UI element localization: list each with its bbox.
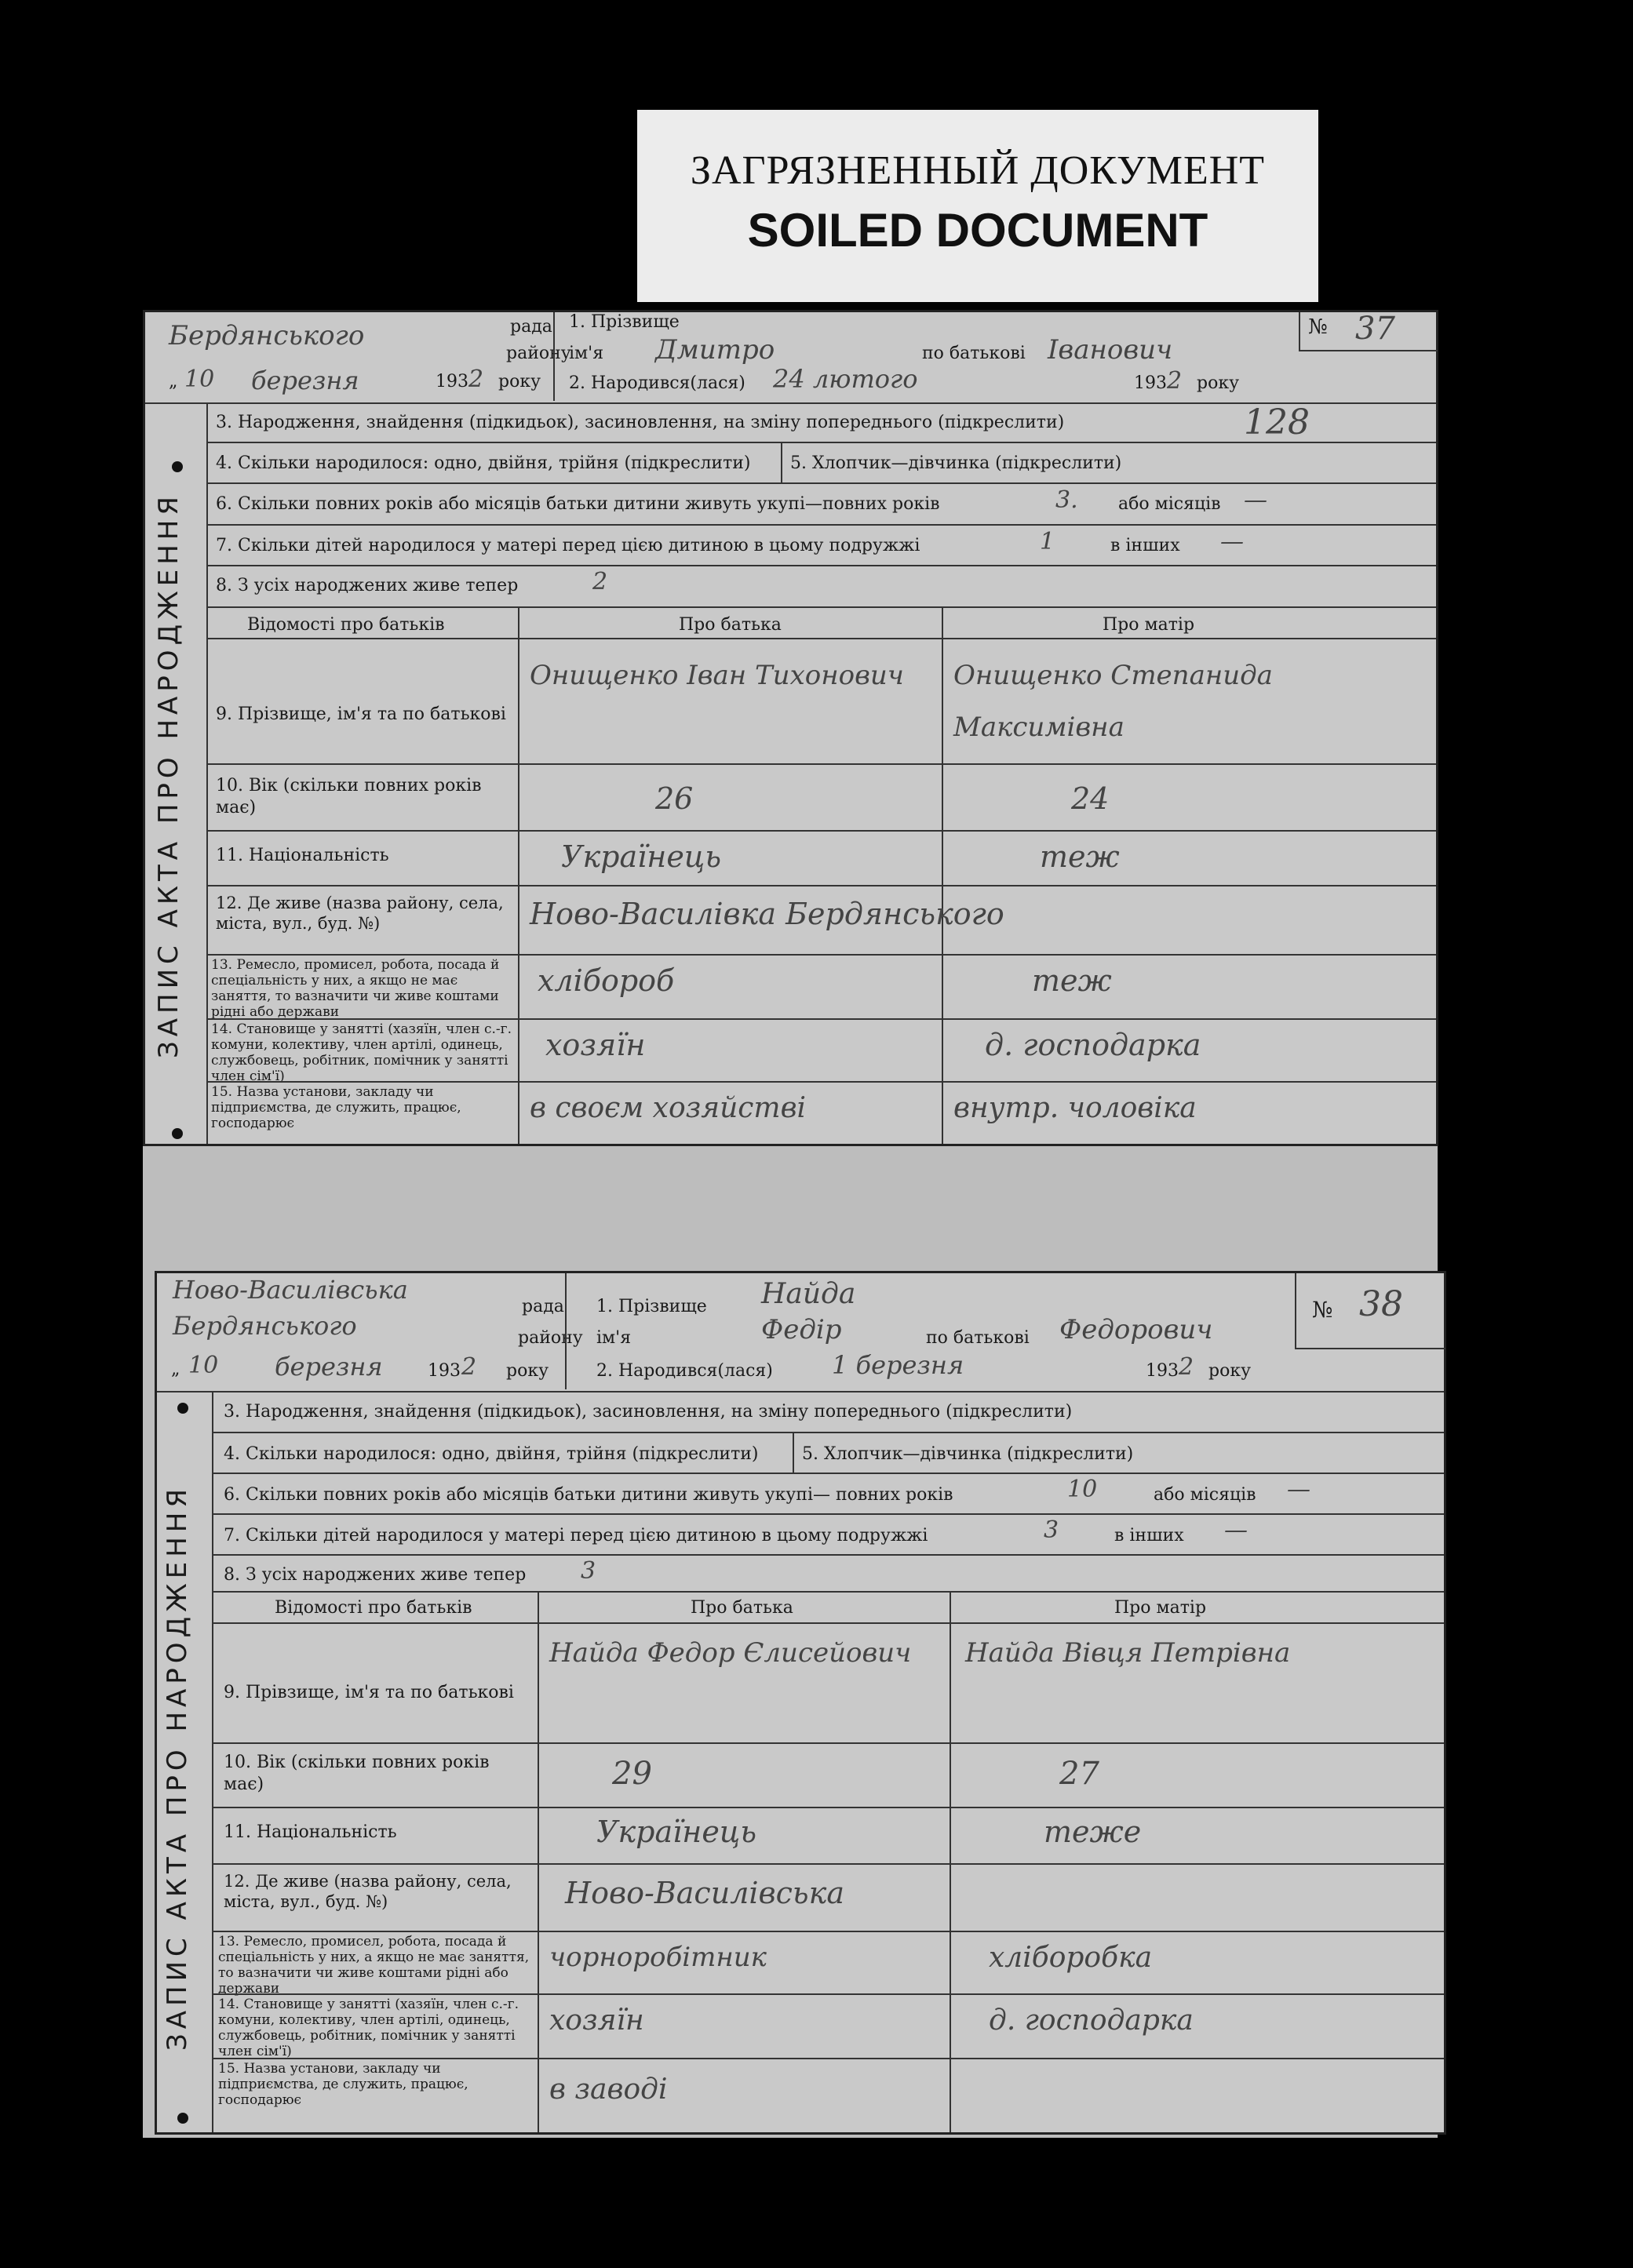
q6-text: 6. Скільки повних років або місяців батьки дитини живуть укупі— повних років [224, 1485, 953, 1505]
q7-value: 3 [1044, 1516, 1059, 1544]
born-year-label: року [1197, 373, 1240, 393]
q6-months-label: або місяців [1118, 494, 1221, 514]
q6-months: — [1287, 1476, 1310, 1503]
row13-label: 13. Ремесло, промисел, робота, посада й спеціальність у них, а якщо не має заняття, то вазначити чи живе коштами рідні або держави [218, 1934, 530, 1997]
date-year-prefix: 193 [428, 1361, 461, 1381]
q8-text: 8. З усіх народжених живе тепер [224, 1565, 527, 1585]
row9-mother: Онищенко Степанида Максимівна [953, 660, 1273, 743]
q6-months-label: або місяців [1154, 1485, 1256, 1505]
row12-father: Ново-Василівська [565, 1876, 844, 1910]
th-info: Відомості про батьків [275, 1598, 472, 1618]
date-year-suffix: 2 [468, 366, 484, 393]
label-english: SOILED DOCUMENT [747, 204, 1208, 257]
row9-label: 9. Прізвище, ім'я та по батькові [216, 704, 506, 724]
row10-mother: 24 [1071, 781, 1110, 816]
date-year-label: року [498, 372, 541, 391]
rada-label: рада [510, 317, 552, 337]
document-page [143, 310, 1438, 2138]
row11-mother: теж [1040, 839, 1120, 874]
row12-label: 12. Де живе (назва району, села, міста, вул., буд. №) [224, 1872, 512, 1911]
th-info: Відомості про батьків [247, 615, 445, 635]
rada-value: Бердянського [169, 320, 365, 351]
date-day: 10 [184, 366, 215, 393]
row12-label: 12. Де живе (назва району, села, міста, вул., буд. №) [216, 894, 504, 933]
born-year-suffix: 2 [1167, 367, 1183, 395]
first-name-value: Дмитро [655, 334, 775, 366]
date-year-prefix: 193 [436, 372, 468, 391]
patronymic-label: по батькові [926, 1328, 1030, 1348]
row9-label: 9. Прівзище, ім'я та по батькові [224, 1683, 514, 1702]
record-number-box [1299, 312, 1438, 351]
number-label: № [1312, 1297, 1333, 1323]
row14-label: 14. Становище у занятті (хазяїн, член с.-г. комуни, колективу, член артілі, одинець, службовець, робітник, помічник у занятті член сім'ї) [211, 1021, 512, 1084]
rada-label: рада [522, 1297, 564, 1316]
q1-surname-label: 1. Прізвище [569, 312, 680, 332]
date-day: 10 [188, 1352, 219, 1379]
q1-surname-label: 1. Прізвище [596, 1297, 707, 1316]
row15-mother: внутр. чоловіка [953, 1092, 1197, 1124]
th-father: Про батька [691, 1598, 793, 1618]
row14-label: 14. Становище у занятті (хазяїн, член с.-г. комуни, колективу, член артілі, одинець, службовець, робітник, помічник у занятті член сім'ї) [218, 1997, 519, 2059]
th-mother: Про матір [1114, 1598, 1207, 1618]
date-open-quote: „ [171, 1360, 180, 1379]
row11-father: Українець [561, 839, 722, 874]
row14-mother: д. господарка [989, 2004, 1194, 2037]
row11-father: Українець [596, 1815, 757, 1849]
patronymic-label: по батькові [922, 344, 1026, 363]
q4-text: 4. Скільки народилося: одно, двійня, трійня (підкреслити) [216, 453, 751, 473]
number-value: 37 [1355, 311, 1395, 347]
q7-text: 7. Скільки дітей народилося у матері перед цією дитиною в цьому подружжі [224, 1526, 928, 1545]
number-label: № [1308, 315, 1328, 339]
row10-label: 10. Вік (скільки повних років має) [224, 1753, 490, 1794]
row15-father: в своєм хозяйстві [530, 1092, 807, 1124]
soiled-document-label [637, 110, 1318, 302]
row14-father: хозяїн [549, 2004, 644, 2037]
row14-father: хозяїн [545, 1028, 646, 1062]
date-open-quote: „ [169, 372, 178, 391]
q1-name-label: ім'я [569, 344, 604, 363]
row11-label: 11. Національність [224, 1822, 397, 1842]
header-block [157, 1273, 1444, 1392]
row15-label: 15. Назва установи, закладу чи підприємства, де служить, працює, господарює [211, 1084, 461, 1131]
raion-label: району [518, 1328, 583, 1348]
row15-label: 15. Назва установи, закладу чи підприємства, де служить, працює, господарює [218, 2061, 468, 2108]
th-mother: Про матір [1103, 615, 1195, 635]
row10-mother: 27 [1059, 1756, 1099, 1792]
q3-note: 128 [1244, 402, 1310, 442]
row10-father: 26 [655, 781, 694, 816]
record-37 [143, 310, 1438, 1146]
row13-father: чорноробітник [549, 1942, 767, 1973]
patronymic-value: Іванович [1048, 334, 1173, 366]
date-year-suffix: 2 [461, 1353, 477, 1381]
q8-value: 2 [592, 568, 608, 595]
label-russian: ЗАГРЯЗНЕННЫЙ ДОКУМЕНТ [690, 148, 1266, 193]
record-38 [155, 1271, 1446, 2135]
q7-other-label: в інших [1114, 1526, 1184, 1545]
first-name-value: Федір [761, 1314, 842, 1345]
row13-father: хлібороб [538, 963, 675, 998]
q4-text: 4. Скільки народилося: одно, двійня, трійня (підкреслити) [224, 1444, 759, 1464]
born-year-label: року [1208, 1361, 1252, 1381]
q5-text: 5. Хлопчик—дівчинка (підкреслити) [790, 453, 1122, 473]
row15-father: в заводі [549, 2073, 668, 2106]
row9-mother: Найда Вівця Петрівна [965, 1637, 1291, 1669]
q7-value: 1 [1040, 528, 1055, 555]
date-month: березня [251, 366, 359, 395]
header-block [145, 312, 1436, 404]
q7-text: 7. Скільки дітей народилося у матері перед цією дитиною в цьому подружжі [216, 536, 920, 555]
q3-text: 3. Народження, знайдення (підкидьок), засиновлення, на зміну попереднього (підкреслити) [224, 1402, 1073, 1422]
q6-years: 10 [1067, 1476, 1098, 1503]
raion-value: Бердянського [173, 1311, 357, 1341]
th-father: Про батька [679, 615, 782, 635]
q6-text: 6. Скільки повних років або місяців батьки дитини живуть укупі—повних років [216, 494, 940, 514]
row14-mother: д. господарка [985, 1028, 1201, 1062]
row13-mother: хліборобка [989, 1942, 1153, 1974]
row13-mother: теж [1032, 963, 1112, 998]
number-value: 38 [1359, 1284, 1403, 1324]
q3-text: 3. Народження, знайдення (підкидьок), засиновлення, на зміну попереднього (підкреслити) [216, 413, 1065, 432]
side-title: ЗАПИС АКТА ПРО НАРОДЖЕННЯ [162, 1484, 193, 2051]
rada-value: Ново-Василівська [173, 1275, 408, 1305]
q1-name-label: ім'я [596, 1328, 632, 1348]
date-month: березня [275, 1352, 383, 1382]
q6-years: 3. [1055, 486, 1078, 514]
row10-label: 10. Вік (скільки повних років має) [216, 776, 482, 817]
q8-text: 8. З усіх народжених живе тепер [216, 576, 519, 595]
born-value: 1 березня [832, 1350, 964, 1380]
surname-value: Найда [761, 1278, 856, 1310]
q8-value: 3 [581, 1557, 596, 1585]
raion-label: району [506, 344, 571, 363]
q2-born-label: 2. Народився(лася) [569, 373, 745, 393]
q5-text: 5. Хлопчик—дівчинка (підкреслити) [802, 1444, 1134, 1464]
record-number-box [1295, 1273, 1445, 1349]
born-year-prefix: 193 [1134, 373, 1167, 393]
born-value: 24 лютого [773, 364, 918, 394]
row11-mother: теже [1044, 1815, 1142, 1849]
born-year-suffix: 2 [1179, 1353, 1194, 1381]
row9-father: Онищенко Іван Тихонович [530, 660, 904, 691]
q6-months: — [1244, 486, 1267, 514]
patronymic-value: Федорович [1059, 1314, 1213, 1345]
row12-father: Ново-Василівка Бердянського [530, 897, 1004, 931]
row11-label: 11. Національність [216, 846, 389, 865]
born-year-prefix: 193 [1146, 1361, 1179, 1381]
row13-label: 13. Ремесло, промисел, робота, посада й спеціальність у них, а якщо не має заняття, то вазначити чи живе коштами рідні або держави [211, 957, 500, 1020]
row10-father: 29 [612, 1756, 652, 1792]
row9-father: Найда Федор Єлисейович [549, 1637, 912, 1669]
q7-other-label: в інших [1110, 536, 1180, 555]
q7-other: — [1220, 528, 1244, 555]
q7-other: — [1224, 1516, 1248, 1544]
q2-born-label: 2. Народився(лася) [596, 1361, 773, 1381]
side-title: ЗАПИС АКТА ПРО НАРОДЖЕННЯ [153, 492, 184, 1058]
date-year-label: року [506, 1361, 549, 1381]
